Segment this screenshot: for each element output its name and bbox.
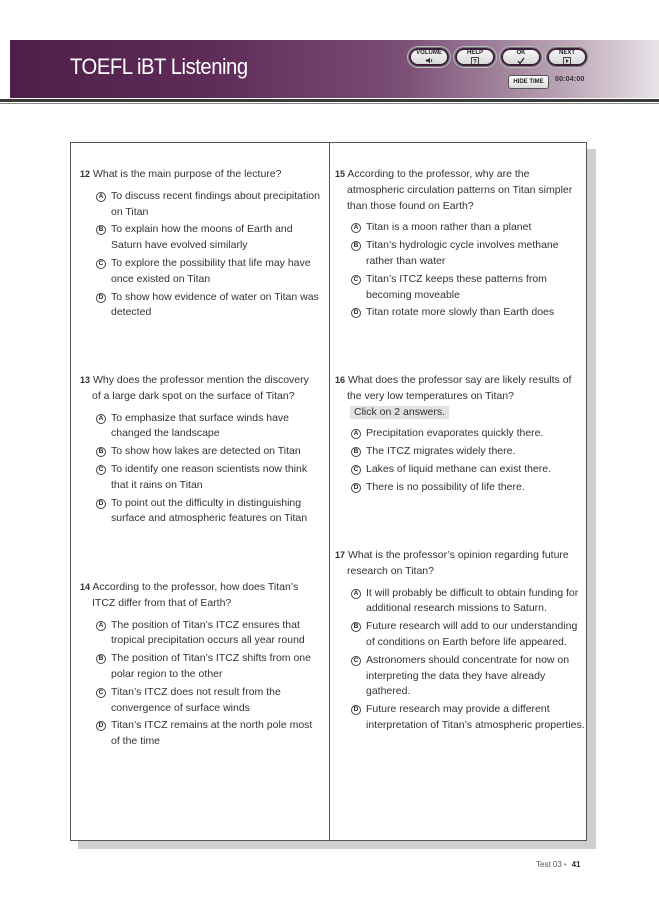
question-stem — [335, 167, 585, 214]
page-number: 41 — [571, 860, 581, 869]
question-number: 16 — [335, 375, 346, 385]
question-number: 13 — [80, 375, 91, 385]
page-footer — [536, 860, 581, 869]
question-stem — [80, 167, 320, 183]
option-b-icon[interactable]: B — [96, 447, 106, 457]
question-text: Why does the professor mention the discovery of a large dark spot on the surface of Titan? — [92, 374, 309, 402]
option-text: To show how lakes are detected on Titan — [111, 445, 301, 458]
option-a-icon[interactable]: A — [96, 621, 106, 631]
answer-option[interactable] — [96, 444, 320, 460]
answer-option[interactable] — [351, 444, 585, 460]
option-text: Titan’s ITCZ keeps these patterns from becoming moveable — [366, 272, 547, 301]
option-a-icon[interactable]: A — [351, 223, 361, 233]
check-icon — [501, 57, 541, 67]
option-text: To emphasize that surface winds have changed the landscape — [111, 411, 290, 440]
option-d-icon[interactable]: D — [351, 308, 361, 318]
option-text: To explain how the moons of Earth and Saturn have evolved similarly — [111, 223, 293, 252]
option-text: Titan’s ITCZ remains at the north pole most of the time — [111, 719, 313, 748]
test-label: Test 03 — [536, 860, 562, 869]
answer-option[interactable] — [96, 651, 320, 683]
option-text: The position of Titan’s ITCZ ensures that tropical precipitation occurs all year round — [111, 618, 305, 647]
option-b-icon[interactable]: B — [96, 225, 106, 235]
next-button-label: NEXT — [558, 50, 575, 56]
option-a-icon[interactable]: A — [96, 192, 106, 202]
option-b-icon[interactable]: B — [351, 241, 361, 251]
help-button[interactable] — [454, 47, 496, 67]
answer-option[interactable] — [351, 462, 585, 478]
answer-option[interactable] — [351, 238, 585, 270]
option-text: Titan rotate more slowly than Earth does — [366, 306, 555, 319]
option-b-icon[interactable]: B — [351, 622, 361, 632]
title-bar — [10, 40, 659, 98]
question-text: What does the professor say are likely results of the very low temperatures on Titan? — [347, 374, 572, 402]
question-14 — [80, 580, 320, 752]
answer-option[interactable] — [96, 496, 320, 528]
volume-button-label: VOLUME — [416, 50, 442, 56]
option-c-icon[interactable]: C — [351, 275, 361, 285]
answer-option[interactable] — [96, 222, 320, 254]
app-title: TOEFL iBT Listening — [70, 54, 248, 79]
option-d-icon[interactable]: D — [96, 293, 106, 303]
question-15 — [335, 167, 585, 323]
option-c-icon[interactable]: C — [351, 465, 361, 475]
question-frame — [70, 142, 587, 841]
answer-option[interactable] — [96, 256, 320, 288]
option-a-icon[interactable]: A — [351, 429, 361, 439]
option-c-icon[interactable]: C — [96, 465, 106, 475]
answer-option[interactable] — [96, 618, 320, 650]
answer-option[interactable] — [351, 272, 585, 304]
question-stem — [80, 580, 320, 612]
question-12 — [80, 167, 320, 323]
option-text: The ITCZ migrates widely there. — [366, 445, 516, 458]
option-c-icon[interactable]: C — [351, 656, 361, 666]
option-text: It will probably be difficult to obtain funding for additional research missions to Saturn. — [366, 586, 579, 615]
question-number: 15 — [335, 169, 346, 179]
question-13 — [80, 373, 320, 529]
answer-option[interactable] — [351, 702, 585, 734]
option-text: To discuss recent findings about precipitation on Titan — [111, 189, 320, 218]
option-c-icon[interactable]: C — [96, 259, 106, 269]
next-button[interactable] — [546, 47, 588, 67]
answer-option[interactable] — [351, 619, 585, 651]
answer-option[interactable] — [351, 426, 585, 442]
help-button-label: HELP — [466, 50, 483, 56]
option-b-icon[interactable]: B — [351, 447, 361, 457]
question-text: What is the professor’s opinion regarding future research on Titan? — [347, 549, 569, 577]
question-number: 14 — [80, 582, 91, 592]
option-c-icon[interactable]: C — [96, 688, 106, 698]
help-icon — [455, 57, 495, 67]
option-text: Titan’s ITCZ does not result from the convergence of surface winds — [111, 685, 281, 714]
option-text: Precipitation evaporates quickly there. — [366, 427, 544, 440]
option-text: Future research may provide a different interpretation of Titan’s atmospheric properties. — [366, 703, 585, 731]
ok-button-label: OK — [516, 50, 526, 56]
option-text: Astronomers should concentrate for now on interpreting the data they have already gathered. — [366, 653, 570, 698]
question-stem — [80, 373, 320, 405]
option-text: To show how evidence of water on Titan was detected — [111, 290, 319, 319]
answer-option[interactable] — [351, 653, 585, 700]
answer-option[interactable] — [96, 411, 320, 443]
question-text: What is the main purpose of the lecture? — [92, 168, 282, 180]
answer-option[interactable] — [96, 189, 320, 221]
question-number: 17 — [335, 550, 346, 560]
answer-option[interactable] — [96, 718, 320, 750]
question-number: 12 — [80, 169, 91, 179]
option-a-icon[interactable]: A — [96, 414, 106, 424]
svg-text:?: ? — [473, 59, 477, 65]
answer-option[interactable] — [351, 480, 585, 496]
header-rule — [0, 99, 659, 102]
question-17 — [335, 548, 585, 736]
option-text: Lakes of liquid methane can exist there. — [366, 462, 552, 475]
next-icon — [547, 57, 587, 67]
volume-button[interactable] — [408, 47, 450, 67]
timer: 00:04:00 — [555, 76, 585, 83]
ok-button[interactable] — [500, 47, 542, 67]
option-text: To explore the possibility that life may have once existed on Titan — [111, 256, 311, 285]
question-text: According to the professor, why are the atmospheric circulation patterns on Titan simpler than those found on Earth? — [347, 168, 573, 212]
separator-dot: • — [563, 860, 567, 869]
option-text: To point out the difficulty in distinguishing surface and atmospheric features on Titan — [111, 496, 308, 525]
option-text: The position of Titan’s ITCZ shifts from one polar region to the other — [111, 652, 311, 680]
question-text: According to the professor, how does Titan’s ITCZ differ from that of Earth? — [92, 581, 299, 609]
answer-option[interactable] — [96, 462, 320, 494]
answer-option[interactable] — [96, 290, 320, 322]
option-d-icon[interactable]: D — [351, 705, 361, 715]
answer-option[interactable] — [351, 586, 585, 618]
option-d-icon[interactable]: D — [96, 499, 106, 509]
question-stem — [335, 373, 585, 405]
option-text: Titan is a moon rather than a planet — [366, 221, 532, 234]
question-16 — [335, 373, 585, 498]
option-b-icon[interactable]: B — [96, 654, 106, 664]
hide-time-button[interactable]: HIDE TIME — [508, 75, 549, 89]
header-rule-thin — [0, 103, 659, 104]
speaker-icon — [409, 57, 449, 66]
option-d-icon[interactable]: D — [351, 483, 361, 493]
answer-option[interactable] — [351, 305, 585, 321]
option-text: Future research will add to our understanding of conditions on Earth before life appeared. — [366, 620, 578, 648]
answer-option[interactable] — [351, 220, 585, 236]
option-text: To identify one reason scientists now think that it rains on Titan — [111, 462, 308, 491]
option-text: Titan’s hydrologic cycle involves methane rather than water — [366, 239, 559, 267]
question-stem — [335, 548, 585, 580]
option-a-icon[interactable]: A — [351, 589, 361, 599]
click-instruction: Click on 2 answers. — [350, 406, 449, 419]
option-text: There is no possibility of life there. — [366, 480, 525, 493]
answer-option[interactable] — [96, 685, 320, 717]
column-divider — [329, 143, 330, 840]
option-d-icon[interactable]: D — [96, 721, 106, 731]
